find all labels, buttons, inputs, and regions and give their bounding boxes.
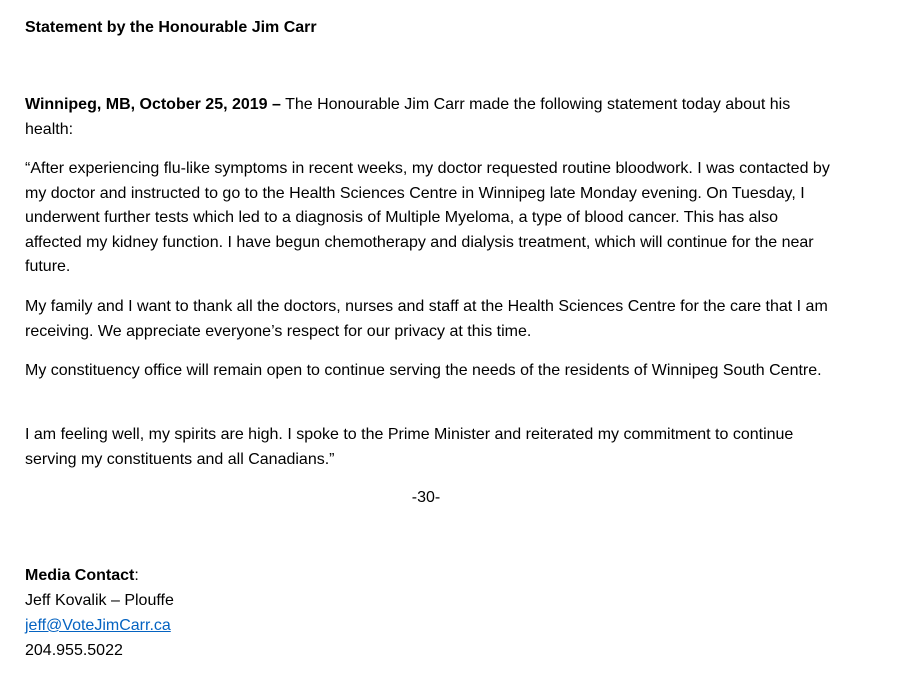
media-contact-block — [25, 563, 174, 663]
intro-paragraph — [25, 93, 835, 142]
media-contact-heading — [25, 563, 174, 588]
contact-phone: 204.955.5022 — [25, 642, 123, 659]
contact-name: Jeff Kovalik – Plouffe — [25, 592, 174, 609]
media-contact-label: Media Contact — [25, 567, 135, 584]
media-contact-colon: : — [134, 567, 139, 584]
statement-paragraph-2: My family and I want to thank all the doctors, nurses and staff at the Health Sciences Centre for the care that I am receiving. We appreciate everyone’s respect for our privacy at this time. — [25, 298, 828, 340]
end-mark: -30- — [411, 489, 441, 506]
contact-email-link[interactable]: jeff@VoteJimCarr.ca — [25, 617, 171, 634]
statement-paragraph-3: My constituency office will remain open to continue serving the needs of the residents of Winnipeg South Centre. — [25, 362, 822, 379]
statement-paragraph-4: I am feeling well, my spirits are high. I spoke to the Prime Minister and reiterated my commitment to continue serving my constituents and all Canadians.” — [25, 426, 794, 468]
statement-paragraph-1: “After experiencing flu-like symptoms in recent weeks, my doctor requested routine bloodwork. I was contacted by my doctor and instructed to go to the Health Sciences Centre in Winnipeg late Monday evening. On Tuesday, I underwent further tests which led to a diagnosis of Multiple Myeloma, a type of blood cancer. This has also affected my kidney function. I have begun chemotherapy and dialysis treatment, which will continue for the near future. — [25, 160, 830, 275]
dateline: Winnipeg, MB, October 25, 2019 – — [25, 96, 281, 113]
statement-title: Statement by the Honourable Jim Carr — [25, 19, 317, 36]
intro-text: The Honourable Jim Carr made the following statement today about his health: — [25, 96, 791, 138]
